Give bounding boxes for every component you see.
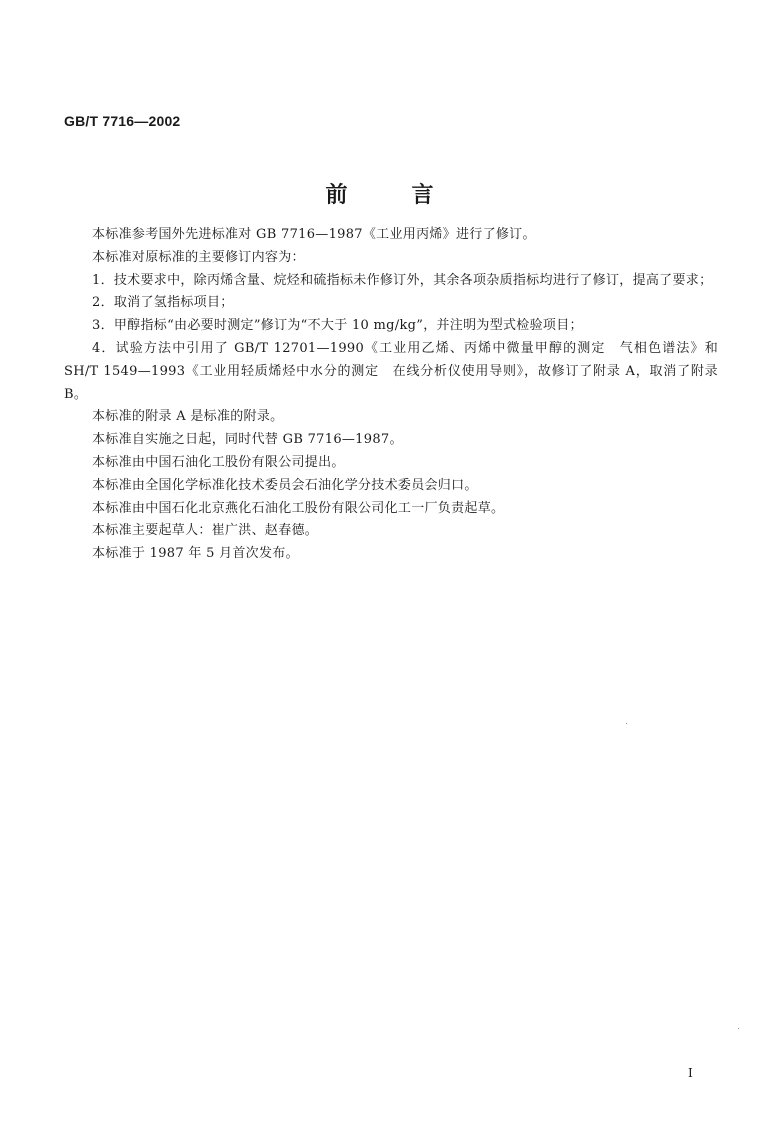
paragraph: 2．取消了氢指标项目； xyxy=(92,295,234,311)
scan-speck xyxy=(738,1028,739,1029)
paragraph: 本标准对原标准的主要修订内容为： xyxy=(92,249,305,265)
foreword-body xyxy=(64,224,718,566)
paragraph: 1．技术要求中，除丙烯含量、烷烃和硫指标未作修订外，其余各项杂质指标均进行了修订，提高了要求； xyxy=(92,272,713,288)
standard-code: GB/T 7716—2002 xyxy=(64,113,181,129)
paragraph: 3．甲醇指标“由必要时测定”修订为“不大于 10 mg/kg”，并注明为型式检验项目； xyxy=(92,318,583,334)
paragraph: 本标准由中国石油化工股份有限公司提出。 xyxy=(92,454,345,470)
scan-speck xyxy=(626,723,627,724)
title-char-2: 言 xyxy=(411,183,434,208)
paragraph: 本标准的附录 A 是标准的附录。 xyxy=(92,409,284,425)
paragraph: 本标准主要起草人：崔广洪、赵春德。 xyxy=(92,523,319,539)
paragraph: 本标准于 1987 年 5 月首次发布。 xyxy=(92,546,299,562)
paragraph: 本标准由全国化学标准化技术委员会石油化学分技术委员会归口。 xyxy=(92,477,478,493)
page-title xyxy=(0,178,759,209)
paragraph: 本标准参考国外先进标准对 GB 7716—1987《工业用丙烯》进行了修订。 xyxy=(92,227,536,242)
paragraph: 本标准自实施之日起，同时代替 GB 7716—1987。 xyxy=(92,432,403,448)
paragraph: 本标准由中国石化北京燕化石油化工股份有限公司化工一厂负责起草。 xyxy=(92,500,505,516)
title-char-1: 前 xyxy=(325,183,348,208)
paragraph: 4．试验方法中引用了 GB/T 12701—1990《工业用乙烯、丙烯中微量甲醇的测定 气相色谱法》和 SH/T 1549—1993《工业用轻质烯烃中水分的测定 在线分析仪使用导则》，故修订了附录 A，取消了附录 B。 xyxy=(64,340,718,402)
page-number: I xyxy=(688,1066,693,1080)
